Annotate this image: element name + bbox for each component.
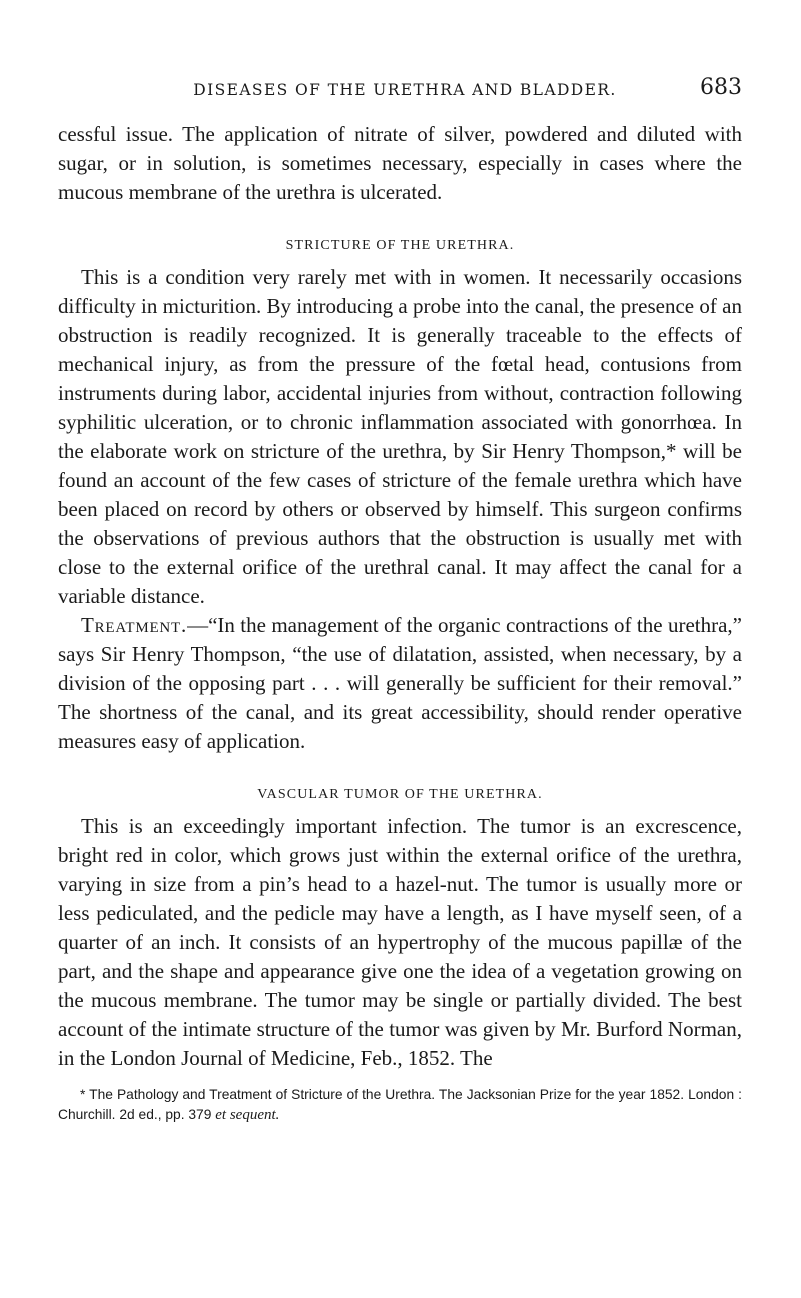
footnote xyxy=(58,1085,742,1125)
treatment-paragraph xyxy=(58,611,742,756)
footnote-text: * The Pathology and Treatment of Stricture of the Urethra. The Jacksonian Prize for the year 1852. London : Churchill. 2d ed., pp. 379 xyxy=(58,1087,742,1122)
section-heading-stricture: STRICTURE OF THE URETHRA. xyxy=(285,238,515,253)
stricture-paragraph: This is a condition very rarely met with in women. It necessarily occasions difficulty in micturition. By introducing a probe into the canal, the presence of an obstruction is readily recognized. It is generally traceable to the effects of mechanical injury, as from the pressure of the fœtal head, contusions from instruments during labor, accidental injuries from without, contraction following syphilitic ulceration, or to chronic inflammation associated with gonorrhœa. In the elaborate work on stricture of the urethra, by Sir Henry Thompson,* will be found an account of the few cases of stricture of the female urethra which have been placed on record by others or observed by himself. This surgeon confirms the observations of previous authors that the obstruction is usually met with close to the external orifice of the urethral canal. It may affect the canal for a variable distance. xyxy=(58,265,742,608)
section-heading-vascular-tumor: VASCULAR TUMOR OF THE URETHRA. xyxy=(257,787,543,802)
vascular-tumor-paragraph: This is an exceedingly important infection. The tumor is an excrescence, bright red in color, which grows just within the external orifice of the urethra, varying in size from a pin’s head to a hazel-nut. The tumor is usually more or less pediculated, and the pedicle may have a length, as I have myself seen, of a quarter of an inch. It consists of an hypertrophy of the mucous papillæ of the part, and the shape and appearance give one the idea of a vegetation growing on the mucous membrane. The tumor may be single or partially divided. The best account of the intimate structure of the tumor was given by Mr. Burford Norman, in the London Journal of Medicine, Feb., 1852. The xyxy=(58,814,742,1070)
running-head xyxy=(58,76,742,104)
book-page xyxy=(58,76,742,1139)
treatment-text: —“In the management of the organic contractions of the urethra,” says Sir Henry Thompson, “the use of dilatation, assisted, when necessary, by a division of the opposing part . . . will generally be sufficient for their removal.” The shortness of the canal, and its great accessibility, should render operative measures easy of application. xyxy=(58,613,742,753)
footnote-italic: et sequent. xyxy=(215,1107,280,1123)
continuation-paragraph: cessful issue. The application of nitrate of silver, powdered and diluted with sugar, or in solution, is sometimes necessary, especially in cases where the mucous membrane of the urethra is ulcerated. xyxy=(58,122,742,204)
page-number: 683 xyxy=(700,75,742,100)
running-title: DISEASES OF THE URETHRA AND BLADDER. xyxy=(193,81,617,99)
treatment-label: Treatment. xyxy=(81,613,188,637)
